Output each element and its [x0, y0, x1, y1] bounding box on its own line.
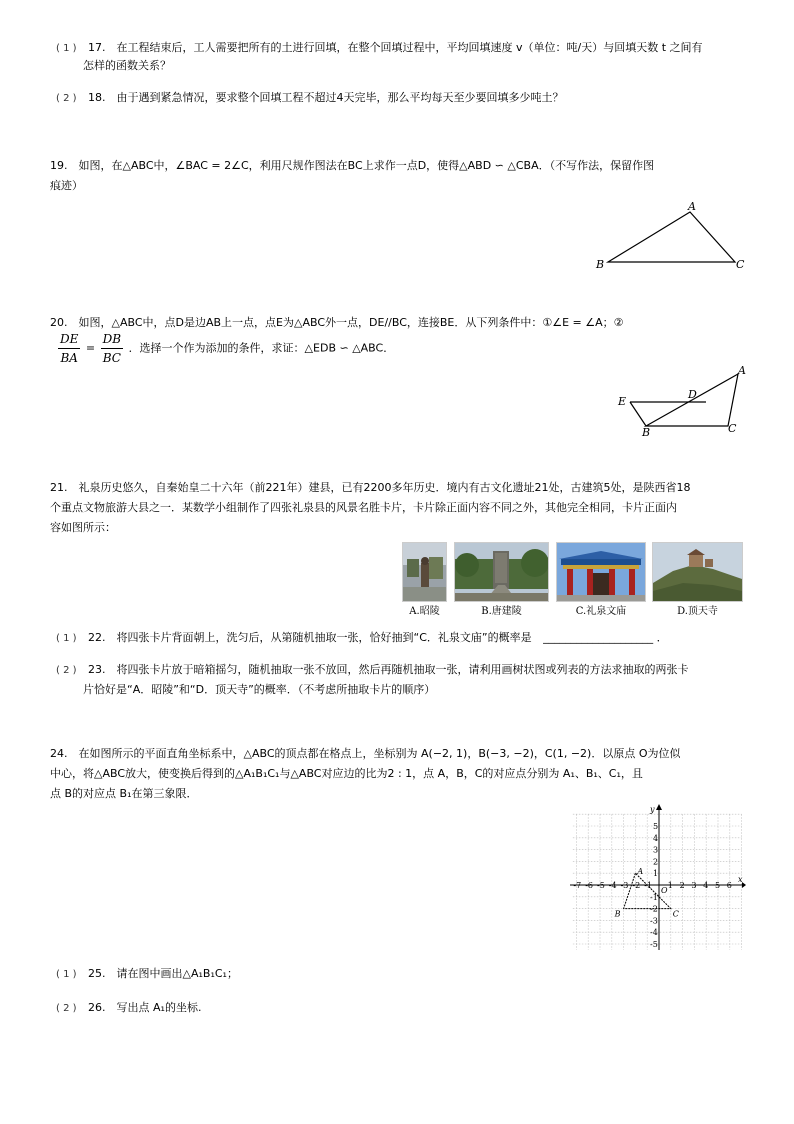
x-tick-label: -3 [620, 881, 629, 890]
card-caption-a: A.昭陵 [409, 606, 440, 617]
y-tick-label: 5 [653, 822, 659, 831]
question-21-line3: 容如图所示： [50, 521, 116, 534]
question-19-line2: 痕迹） [50, 179, 83, 192]
label-a: A [688, 200, 696, 213]
triangle-figure-19 [590, 200, 750, 275]
sub-number: ( 1 ) [56, 43, 77, 54]
x-tick-label: 2 [679, 881, 685, 890]
point-a-label: A [637, 867, 644, 877]
y-tick-label: -3 [650, 916, 658, 926]
x-tick-label: -4 [608, 881, 617, 890]
label-a: A [738, 364, 746, 377]
question-25 [56, 964, 238, 985]
sub-number: ( 1 ) [56, 969, 77, 980]
x-tick-label: -5 [597, 881, 605, 890]
x-tick-label: 3 [691, 881, 697, 890]
question-26 [56, 998, 201, 1019]
x-tick-label: 4 [703, 881, 709, 890]
x-tick-label: -7 [573, 881, 582, 890]
question-24-line3: 点 B的对应点 B₁在第三象限． [50, 787, 198, 800]
question-20: 20. 如图，△ABC中，点D是边AB上一点，点E为△ABC外一点，DE//BC，连接BE．从下列条件中：①∠E = ∠A；② [50, 316, 624, 329]
y-tick-label: 4 [653, 833, 659, 843]
y-axis-label: y [650, 805, 655, 814]
label-b: B [642, 426, 651, 439]
question-22: ( 1 ) 22. 将四张卡片背面朝上，洗匀后，从第随机抽取一张，恰好抽到“C．礼泉文庙”的概率是 ____________________ ． [56, 631, 668, 644]
question-21: 21. 礼泉历史悠久，自秦始皇二十六年（前221年）建县，已有2200多年历史．境内有古文化遗址21处，古建筑5处，是陕西省18 [50, 481, 691, 494]
label-c: C [736, 258, 745, 271]
question-text: 25. 请在图中画出△A₁B₁C₁； [88, 967, 238, 980]
label-b: B [596, 258, 605, 271]
y-tick-label: 1 [653, 869, 659, 879]
y-axis-arrow [656, 804, 662, 810]
question-18 [56, 88, 564, 109]
question-23-line2: 片恰好是“A．昭陵”和“D．顶天寺”的概率．（不考虑所抽取卡片的顺序） [83, 683, 436, 696]
x-axis-label: x [738, 875, 743, 884]
label-c: C [728, 422, 737, 435]
question-text: 23. 将四张卡片放于暗箱摇匀，随机抽取一张不放回，然后再随机抽取一张，请利用画树状图或列表的方法求抽取的两张卡 [88, 663, 689, 676]
sub-number: ( 1 ) [56, 633, 77, 644]
card-caption-b: B.唐建陵 [481, 606, 522, 617]
point-b-label: B [614, 909, 621, 919]
triangle-abc [608, 212, 735, 262]
photo-tangjianling [454, 542, 549, 602]
origin-label: O [661, 886, 668, 895]
fraction-db-bc: $\frac{DB}{BC}$ [102, 332, 122, 365]
photo-dingtian-temple [652, 542, 743, 602]
y-tick-label: 3 [653, 845, 659, 855]
y-tick-label: -1 [650, 892, 658, 902]
question-24-line2: 中心，将△ABC放大，使变换后得到的△A₁B₁C₁与△ABC对应边的比为2 : 1，点 A，B，C的对应点分别为 A₁、B₁、C₁，且 [50, 767, 643, 780]
question-23 [56, 660, 689, 681]
segment-be [630, 402, 646, 426]
sub-number: ( 2 ) [56, 665, 77, 676]
question-text: 26. 写出点 A₁的坐标. [88, 1001, 202, 1014]
y-tick-label: -2 [650, 904, 658, 914]
x-tick-label: -1 [644, 881, 652, 890]
x-tick-label: -6 [585, 881, 593, 890]
answer-blank[interactable]: ____________________ [543, 631, 654, 644]
question-24: 24. 在如图所示的平面直角坐标系中，△ABC的顶点都在格点上，坐标别为 A(−2, 1)，B(−3, −2)，C(1, −2)．以原点 O为位似 [50, 747, 681, 760]
sub-number: ( 2 ) [56, 93, 77, 104]
coordinate-grid [566, 804, 746, 952]
photo-zhaoling [402, 542, 447, 602]
x-tick-label: 1 [667, 881, 673, 890]
label-d: D [688, 388, 697, 401]
y-tick-label: -5 [650, 940, 658, 949]
triangle-figure-20 [610, 362, 760, 442]
x-tick-label: -2 [632, 881, 641, 890]
question-text: 22. 将四张卡片背面朝上，洗匀后，从第随机抽取一张，恰好抽到“C．礼泉文庙”的概率是 [88, 631, 532, 644]
question-17-line2: 怎样的函数关系？ [83, 59, 171, 72]
y-tick-label: -4 [650, 928, 658, 938]
x-tick-label: 5 [715, 881, 721, 890]
point-c-label: C [672, 909, 679, 919]
question-text: 17. 在工程结束后，工人需要把所有的土进行回填，在整个回填过程中，平均回填速度 v（单位：吨/天）与回填天数 t 之间有 [88, 41, 703, 54]
card-caption-d: D.顶天寺 [677, 606, 718, 617]
question-20-line2: $\frac{DE}{BA}$ = $\frac{DB}{BC}$ ．选择一个作为添加的条件，求证：△EDB ∽ △ABC． [60, 332, 395, 365]
fraction-de-ba: $\frac{DE}{BA}$ [60, 332, 79, 365]
card-caption-c: C.礼泉文庙 [575, 606, 627, 617]
y-tick-label: 2 [653, 857, 659, 867]
sub-number: ( 2 ) [56, 1003, 77, 1014]
x-axis-arrow [742, 882, 746, 888]
photo-liquan-wenmiao [556, 542, 646, 602]
label-e: E [618, 395, 627, 408]
question-19: 19. 如图，在△ABC中，∠BAC = 2∠C，利用尺规作图法在BC上求作一点D，使得△ABD ∽ △CBA．（不写作法，保留作图 [50, 159, 655, 172]
question-21-line2: 个重点文物旅游大县之一．某数学小组制作了四张礼泉县的风景名胜卡片，卡片除正面内容不同之外，其他完全相同，卡片正面内 [50, 501, 677, 514]
question-text: 18. 由于遇到紧急情况，要求整个回填工程不超过4天完毕，那么平均每天至少要回填多少吨土？ [88, 91, 564, 104]
x-tick-label: 6 [726, 881, 732, 890]
